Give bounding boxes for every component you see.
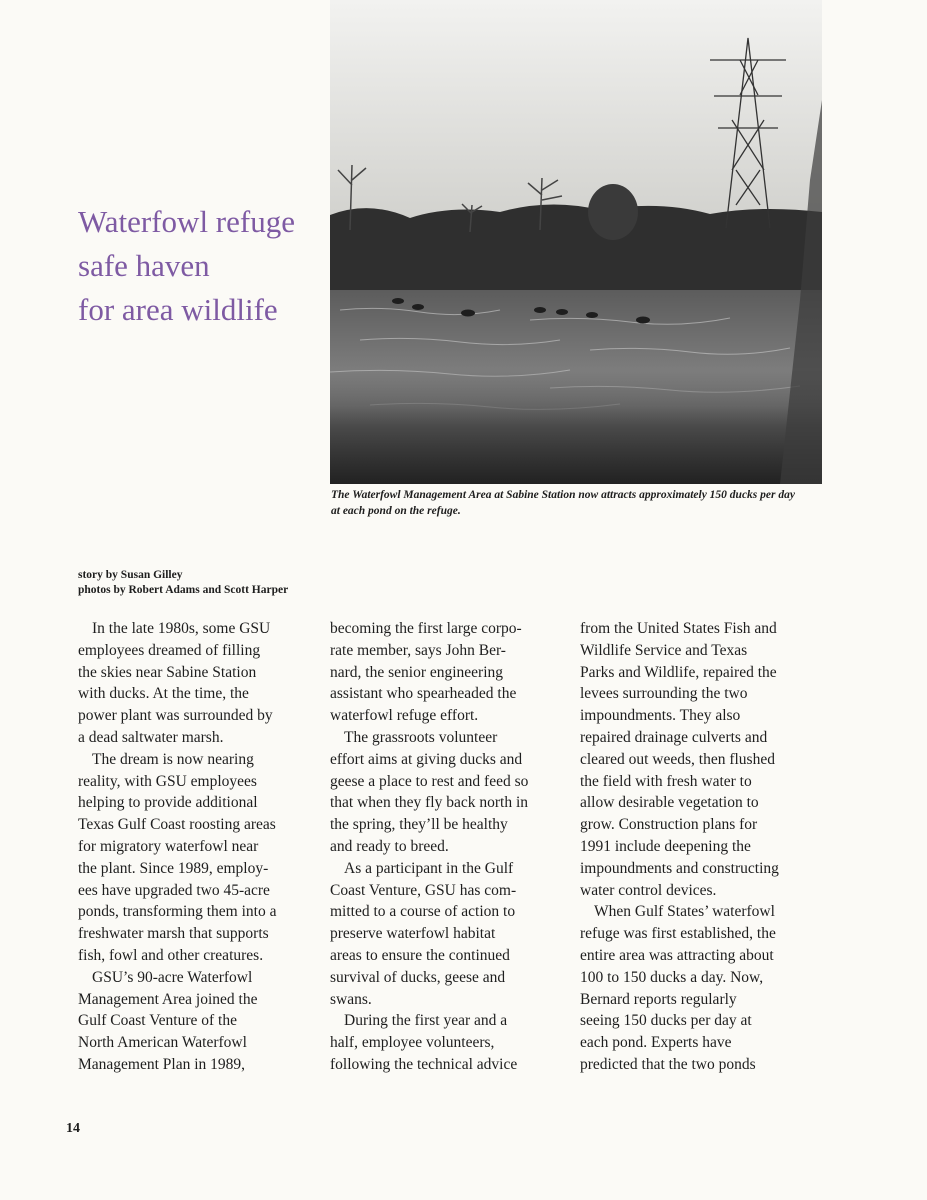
text-line: During the first year and a [344,1012,508,1030]
text-line: seeing 150 ducks per day at [580,1012,752,1030]
text-line: assistant who spearheaded the [330,685,517,703]
headline-line: Waterfowl refuge [78,204,295,239]
text-line: employees dreamed of filling [78,641,261,659]
text-line: preserve waterfowl habitat [330,925,496,943]
text-line: mitted to a course of action to [330,903,516,921]
text-line: 100 to 150 ducks a day. Now, [580,968,764,986]
waterfowl-pond-photo [330,0,822,484]
text-line: ees have upgraded two 45-acre [78,881,270,899]
text-line: Management Area joined the [78,990,258,1008]
text-line: Bernard reports regularly [580,990,737,1008]
headline-line: for area wildlife [78,292,278,327]
text-line: helping to provide additional [78,794,258,812]
text-line: When Gulf States’ waterfowl [594,903,775,921]
text-line: As a participant in the Gulf [344,859,514,877]
text-line: waterfowl refuge effort. [330,707,479,725]
text-line: predicted that the two ponds [580,1055,756,1073]
text-line: The dream is now nearing [92,750,254,768]
sky [330,0,822,240]
text-line: with ducks. At the time, the [78,685,249,703]
text-line: for migratory waterfowl near [78,837,259,855]
text-line: The grassroots volunteer [344,728,498,746]
text-line: GSU’s 90-acre Waterfowl [92,968,253,986]
text-line: survival of ducks, geese and [330,968,506,986]
text-line: impoundments and constructing [580,859,779,877]
text-line: entire area was attracting about [580,946,774,964]
text-line: 1991 include deepening the [580,837,751,855]
text-line: from the United States Fish and [580,620,777,637]
bushy-tree [588,184,638,240]
text-line: the skies near Sabine Station [78,663,257,681]
body-column-1 [78,618,318,1076]
text-line: cleared out weeds, then flushed [580,750,775,768]
foreground-reeds [330,370,822,484]
body-column-3 [580,618,820,1076]
text-line: the field with fresh water to [580,772,752,790]
text-line: geese a place to rest and feed so [330,772,529,790]
headline [78,200,338,332]
text-line: each pond. Experts have [580,1034,732,1052]
text-line: half, employee volunteers, [330,1034,495,1052]
text-line: nard, the senior engineering [330,663,504,681]
text-line: a dead saltwater marsh. [78,728,224,746]
headline-line: safe haven [78,248,210,283]
text-line: the spring, they’ll be healthy [330,816,508,834]
text-line: levees surrounding the two [580,685,748,703]
text-line: ponds, transforming them into a [78,903,277,921]
text-line: Parks and Wildlife, repaired the [580,663,777,681]
pond-photo-illustration [330,0,822,484]
text-line: swans. [330,990,372,1008]
text-line: repaired drainage culverts and [580,728,768,746]
text-line: Coast Venture, GSU has com- [330,881,517,899]
text-line: North American Waterfowl [78,1034,247,1052]
text-line: becoming the first large corpo- [330,620,522,637]
text-line: rate member, says John Ber- [330,641,506,659]
text-line: areas to ensure the continued [330,946,510,964]
text-line: power plant was surrounded by [78,707,273,725]
text-line: impoundments. They also [580,707,741,725]
text-line: Texas Gulf Coast roosting areas [78,816,276,834]
photo-caption: The Waterfowl Management Area at Sabine Station now attracts approximately 150 ducks per day at each pond on the refuge. [331,489,795,517]
text-line: that when they fly back north in [330,794,529,812]
text-line: grow. Construction plans for [580,816,758,834]
text-line: reality, with GSU employees [78,772,257,790]
text-line: and ready to breed. [330,837,449,855]
text-line: Wildlife Service and Texas [580,641,748,659]
page-number: 14 [66,1121,80,1136]
byline [78,568,288,598]
text-line: freshwater marsh that supports [78,925,269,943]
text-line: effort aims at giving ducks and [330,750,523,768]
text-line: In the late 1980s, some GSU [92,620,271,637]
text-line: allow desirable vegetation to [580,794,759,812]
text-line: following the technical advice [330,1055,518,1073]
text-line: Gulf Coast Venture of the [78,1012,237,1030]
treeline [330,204,822,292]
photo-credit: photos by Robert Adams and Scott Harper [78,584,289,596]
story-credit: story by Susan Gilley [78,569,183,581]
text-line: the plant. Since 1989, employ- [78,859,269,877]
text-line: Management Plan in 1989, [78,1055,246,1073]
text-line: fish, fowl and other creatures. [78,946,264,964]
body-column-2 [330,618,570,1076]
text-line: refuge was first established, the [580,925,776,943]
text-line: water control devices. [580,881,717,899]
